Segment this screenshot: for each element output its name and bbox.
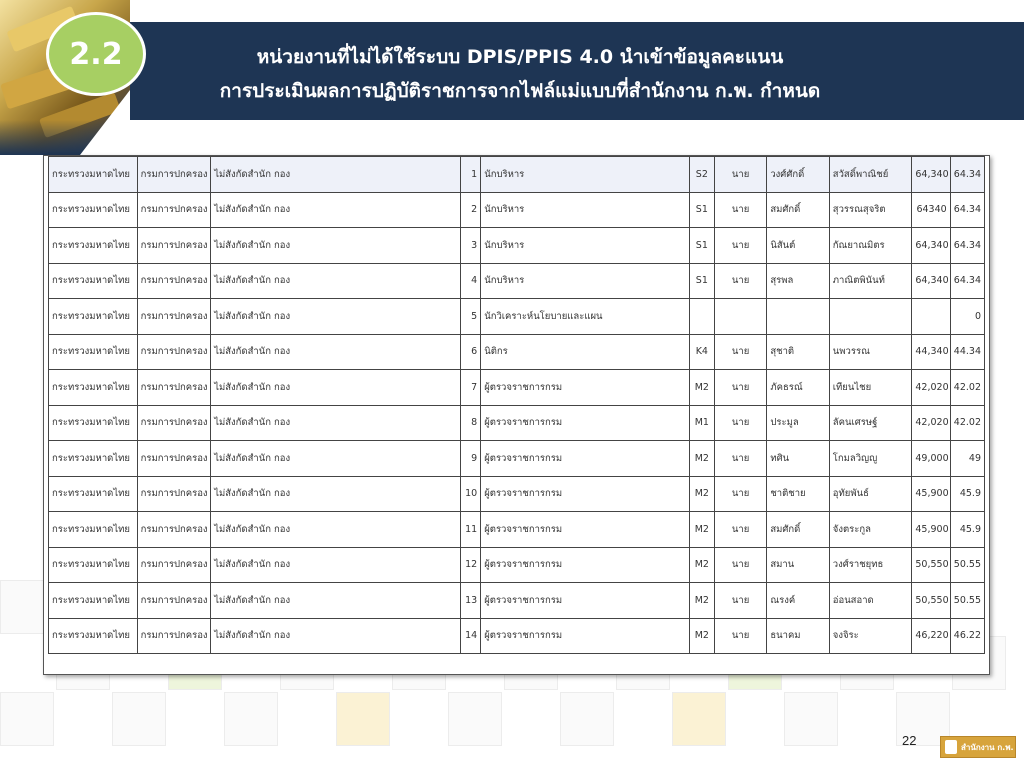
header-corner-cut	[80, 90, 130, 155]
table-cell: 64.34	[950, 228, 984, 264]
table-cell: จงจิระ	[829, 618, 912, 654]
table-cell: ไม่สังกัดสำนัก กอง	[211, 263, 461, 299]
table-row	[49, 157, 985, 193]
table-cell: ไม่สังกัดสำนัก กอง	[211, 299, 461, 335]
table-cell: 64,340	[912, 228, 950, 264]
table-cell: สุวรรณสุจริต	[829, 192, 912, 228]
table-cell: 45.9	[950, 476, 984, 512]
table-cell	[912, 299, 950, 335]
table-cell: 12	[461, 547, 481, 583]
table-cell: กระทรวงมหาดไทย	[49, 370, 138, 406]
table-cell: กระทรวงมหาดไทย	[49, 157, 138, 193]
table-cell: 45.9	[950, 512, 984, 548]
table-cell: ผู้ตรวจราชการกรม	[481, 476, 690, 512]
background-square	[224, 692, 278, 746]
table-cell: กระทรวงมหาดไทย	[49, 547, 138, 583]
table-cell: M2	[689, 583, 714, 619]
table-row	[49, 583, 985, 619]
table-cell: 50,550	[912, 547, 950, 583]
table-cell: 42,020	[912, 370, 950, 406]
table-cell: ผู้ตรวจราชการกรม	[481, 547, 690, 583]
table-cell: วงศ์ศักดิ์	[767, 157, 829, 193]
table-cell: กระทรวงมหาดไทย	[49, 618, 138, 654]
table-cell: S1	[689, 228, 714, 264]
table-cell: ไม่สังกัดสำนัก กอง	[211, 370, 461, 406]
table-row	[49, 192, 985, 228]
table-cell: 64.34	[950, 263, 984, 299]
table-cell: M2	[689, 512, 714, 548]
background-square	[448, 692, 502, 746]
table-cell: ทศิน	[767, 441, 829, 477]
table-cell: สุชาติ	[767, 334, 829, 370]
table-cell: กรมการปกครอง	[137, 618, 211, 654]
table-cell: สมศักดิ์	[767, 512, 829, 548]
table-cell: 49,000	[912, 441, 950, 477]
table-row	[49, 618, 985, 654]
table-cell: สมาน	[767, 547, 829, 583]
table-row	[49, 228, 985, 264]
table-cell	[714, 299, 766, 335]
table-cell: S2	[689, 157, 714, 193]
table-cell: กรมการปกครอง	[137, 405, 211, 441]
table-cell: ผู้ตรวจราชการกรม	[481, 405, 690, 441]
table-row	[49, 370, 985, 406]
table-cell: วงศ์ราชยุทธ	[829, 547, 912, 583]
table-cell: นักบริหาร	[481, 157, 690, 193]
table-cell: 45,900	[912, 512, 950, 548]
emblem-icon	[945, 740, 957, 754]
table-cell: กัณยาณมิตร	[829, 228, 912, 264]
table-cell: 8	[461, 405, 481, 441]
table-cell: กรมการปกครอง	[137, 547, 211, 583]
background-square	[784, 692, 838, 746]
table-cell: กรมการปกครอง	[137, 192, 211, 228]
table-cell: สวัสดิ์พาณิชย์	[829, 157, 912, 193]
background-square	[672, 692, 726, 746]
table-cell: 64,340	[912, 263, 950, 299]
table-cell: 14	[461, 618, 481, 654]
table-cell: M1	[689, 405, 714, 441]
table-cell: 4	[461, 263, 481, 299]
table-cell: M2	[689, 370, 714, 406]
table-cell: ไม่สังกัดสำนัก กอง	[211, 476, 461, 512]
table-cell: นาย	[714, 512, 766, 548]
table-cell: S1	[689, 192, 714, 228]
table-cell: 5	[461, 299, 481, 335]
background-square	[560, 692, 614, 746]
table-cell: เทียนไชย	[829, 370, 912, 406]
table-cell: นาย	[714, 370, 766, 406]
table-cell: 50.55	[950, 583, 984, 619]
table-cell: 10	[461, 476, 481, 512]
table-cell: อุทัยพันธ์	[829, 476, 912, 512]
table-cell: 13	[461, 583, 481, 619]
table-cell: นาย	[714, 618, 766, 654]
table-cell: 42.02	[950, 405, 984, 441]
table-cell: 3	[461, 228, 481, 264]
table-cell: โกมลวิญญู	[829, 441, 912, 477]
table-cell: S1	[689, 263, 714, 299]
table-cell: กรมการปกครอง	[137, 583, 211, 619]
table-cell: 7	[461, 370, 481, 406]
table-cell: นาย	[714, 547, 766, 583]
table-cell: นาย	[714, 228, 766, 264]
table-cell: กระทรวงมหาดไทย	[49, 405, 138, 441]
table-cell: นาย	[714, 476, 766, 512]
spreadsheet-image	[43, 155, 990, 675]
table-cell: นักบริหาร	[481, 192, 690, 228]
table-cell: 1	[461, 157, 481, 193]
table-cell: 50,550	[912, 583, 950, 619]
table-cell: ผู้ตรวจราชการกรม	[481, 618, 690, 654]
table-cell: 64.34	[950, 192, 984, 228]
table-cell: ลัคนเศรษฐ์	[829, 405, 912, 441]
table-cell: นักวิเคราะห์นโยบายและแผน	[481, 299, 690, 335]
table-cell: นาย	[714, 334, 766, 370]
table-cell: M2	[689, 476, 714, 512]
table-cell: ไม่สังกัดสำนัก กอง	[211, 618, 461, 654]
table-cell: นาย	[714, 192, 766, 228]
table-cell: ไม่สังกัดสำนัก กอง	[211, 157, 461, 193]
section-number: 2.2	[69, 36, 123, 72]
table-cell: ภัคธรณ์	[767, 370, 829, 406]
table-cell: กรมการปกครอง	[137, 370, 211, 406]
table-cell: สมศักดิ์	[767, 192, 829, 228]
table-cell: 64,340	[912, 157, 950, 193]
table-cell: 42,020	[912, 405, 950, 441]
table-cell: 44,340	[912, 334, 950, 370]
table-cell: ไม่สังกัดสำนัก กอง	[211, 192, 461, 228]
table-cell: กระทรวงมหาดไทย	[49, 441, 138, 477]
table-cell: ณรงค์	[767, 583, 829, 619]
slide-title	[140, 40, 900, 108]
table-cell: นาย	[714, 263, 766, 299]
table-cell: นาย	[714, 583, 766, 619]
table-cell: 64340	[912, 192, 950, 228]
table-cell: กรมการปกครอง	[137, 263, 211, 299]
table-cell: M2	[689, 547, 714, 583]
table-cell: M2	[689, 441, 714, 477]
table-cell: กรมการปกครอง	[137, 228, 211, 264]
table-row	[49, 476, 985, 512]
background-square	[0, 692, 54, 746]
table-cell: กระทรวงมหาดไทย	[49, 334, 138, 370]
data-table	[48, 156, 985, 654]
table-cell: กรมการปกครอง	[137, 157, 211, 193]
background-square	[112, 692, 166, 746]
table-cell: จังตระกูล	[829, 512, 912, 548]
title-line-2: การประเมินผลการปฏิบัติราชการจากไฟล์แม่แบบที่สำนักงาน ก.พ. กำหนด	[219, 80, 821, 102]
table-cell: 50.55	[950, 547, 984, 583]
table-cell: กรมการปกครอง	[137, 512, 211, 548]
table-cell: นักบริหาร	[481, 228, 690, 264]
table-cell	[689, 299, 714, 335]
table-cell: กรมการปกครอง	[137, 441, 211, 477]
table-cell: 46,220	[912, 618, 950, 654]
table-cell: กรมการปกครอง	[137, 299, 211, 335]
table-cell: 49	[950, 441, 984, 477]
table-cell: นักบริหาร	[481, 263, 690, 299]
table-cell: ผู้ตรวจราชการกรม	[481, 441, 690, 477]
section-badge	[46, 12, 146, 96]
table-cell: ผู้ตรวจราชการกรม	[481, 583, 690, 619]
table-cell	[767, 299, 829, 335]
table-cell: 45,900	[912, 476, 950, 512]
table-cell: 46.22	[950, 618, 984, 654]
table-cell: ผู้ตรวจราชการกรม	[481, 370, 690, 406]
table-cell: นิติกร	[481, 334, 690, 370]
table-cell: ธนาคม	[767, 618, 829, 654]
table-cell: สุรพล	[767, 263, 829, 299]
table-cell: นพวรรณ	[829, 334, 912, 370]
table-cell: ไม่สังกัดสำนัก กอง	[211, 334, 461, 370]
table-cell	[829, 299, 912, 335]
table-cell: กระทรวงมหาดไทย	[49, 192, 138, 228]
table-cell: 42.02	[950, 370, 984, 406]
table-cell: กระทรวงมหาดไทย	[49, 228, 138, 264]
table-cell: กรมการปกครอง	[137, 476, 211, 512]
table-row	[49, 263, 985, 299]
table-cell: 6	[461, 334, 481, 370]
table-cell: ไม่สังกัดสำนัก กอง	[211, 583, 461, 619]
table-row	[49, 441, 985, 477]
table-row	[49, 512, 985, 548]
table-cell: ไม่สังกัดสำนัก กอง	[211, 512, 461, 548]
table-cell: อ่อนสอาด	[829, 583, 912, 619]
table-cell: 44.34	[950, 334, 984, 370]
table-cell: กระทรวงมหาดไทย	[49, 299, 138, 335]
table-cell: K4	[689, 334, 714, 370]
table-cell: ไม่สังกัดสำนัก กอง	[211, 547, 461, 583]
table-cell: กระทรวงมหาดไทย	[49, 263, 138, 299]
table-cell: 2	[461, 192, 481, 228]
table-cell: M2	[689, 618, 714, 654]
table-cell: ผู้ตรวจราชการกรม	[481, 512, 690, 548]
table-cell: นิสันต์	[767, 228, 829, 264]
table-row	[49, 405, 985, 441]
ocsc-logo	[940, 736, 1016, 758]
table-cell: กรมการปกครอง	[137, 334, 211, 370]
table-cell: ประมูล	[767, 405, 829, 441]
table-cell: ไม่สังกัดสำนัก กอง	[211, 441, 461, 477]
table-cell: นาย	[714, 405, 766, 441]
logo-text: สำนักงาน ก.พ.	[961, 742, 1014, 752]
table-cell: กระทรวงมหาดไทย	[49, 583, 138, 619]
table-cell: กระทรวงมหาดไทย	[49, 476, 138, 512]
table-cell: นาย	[714, 441, 766, 477]
table-row	[49, 547, 985, 583]
table-row	[49, 334, 985, 370]
table-cell: ภาณิตพินันท์	[829, 263, 912, 299]
table-row	[49, 299, 985, 335]
table-cell: 11	[461, 512, 481, 548]
table-cell: นาย	[714, 157, 766, 193]
table-cell: 9	[461, 441, 481, 477]
table-cell: ไม่สังกัดสำนัก กอง	[211, 405, 461, 441]
table-cell: ชาติชาย	[767, 476, 829, 512]
title-line-1: หน่วยงานที่ไม่ได้ใช้ระบบ DPIS/PPIS 4.0 นำเข้าข้อมูลคะแนน	[256, 46, 784, 68]
background-square	[336, 692, 390, 746]
page-number: 22	[902, 733, 917, 748]
table-cell: ไม่สังกัดสำนัก กอง	[211, 228, 461, 264]
table-cell: 64.34	[950, 157, 984, 193]
table-cell: 0	[950, 299, 984, 335]
table-cell: กระทรวงมหาดไทย	[49, 512, 138, 548]
